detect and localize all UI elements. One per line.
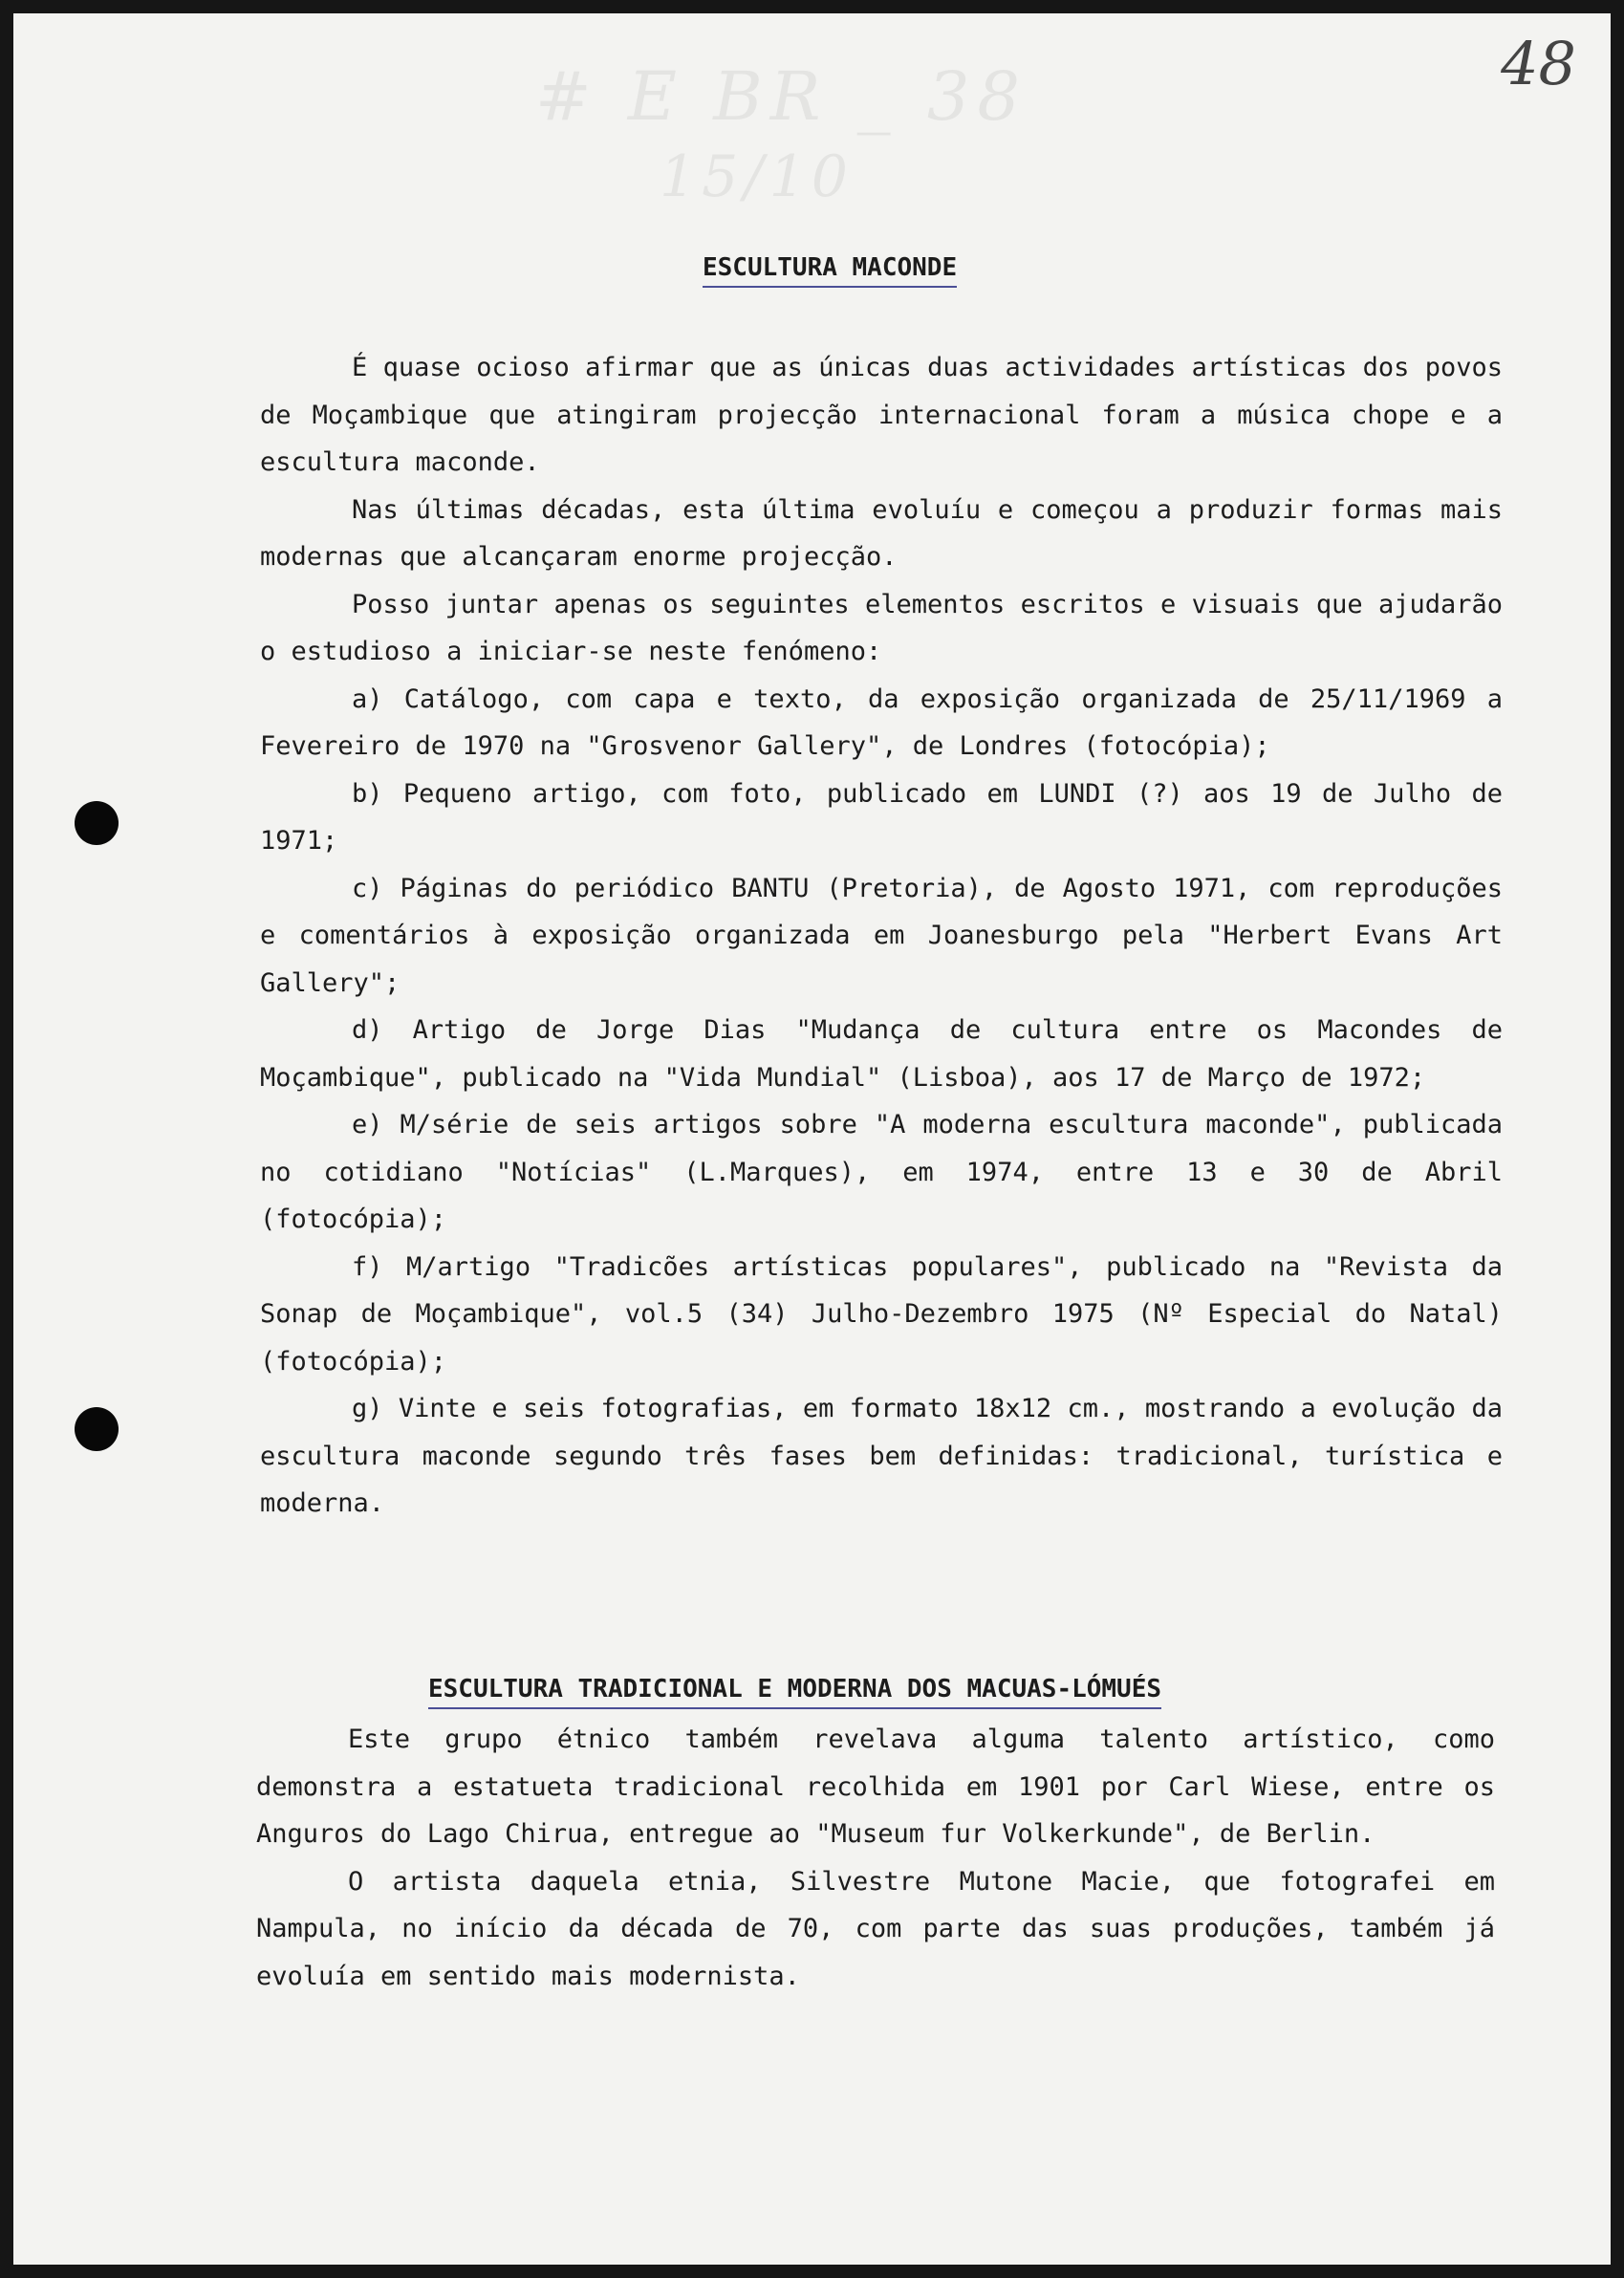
list-item: g) Vinte e seis fotografias, em formato 18x12 cm., mostrando a evolução da escultura maconde segundo três fases bem definidas: tradicional, turística e moderna. xyxy=(260,1394,1503,1518)
paragraph: O artista daquela etnia, Silvestre Mutone Macie, que fotografei em Nampula, no início da década de 70, com parte das suas produções, também já evoluía em sentido mais modernista. xyxy=(256,1866,1495,1991)
list-item: c) Páginas do periódico BANTU (Pretoria), de Agosto 1971, com reproduções e comentários à exposição organizada em Joanesburgo pela "Herbert Evans Art Gallery"; xyxy=(260,873,1503,998)
paragraph: Posso juntar apenas os seguintes elementos escritos e visuais que ajudarão o estudioso a iniciar-se neste fenómeno: xyxy=(260,589,1503,666)
punch-hole xyxy=(75,801,119,845)
archive-stamp: # E BR _ 38 xyxy=(535,57,1028,136)
list-item: f) M/artigo "Tradicões artísticas populares", publicado na "Revista da Sonap de Moçambique", vol.5 (34) Julho-Dezembro 1975 (Nº Especial do Natal) (fotocópia); xyxy=(260,1251,1503,1377)
list-item: e) M/série de seis artigos sobre "A moderna escultura maconde", publicada no cotidiano "Notícias" (L.Marques), em 1974, entre 13 e 30 de Abril (fotocópia); xyxy=(260,1110,1503,1234)
list-item: b) Pequeno artigo, com foto, publicado em LUNDI (?) aos 19 de Julho de 1971; xyxy=(260,778,1503,856)
paragraph: Este grupo étnico também revelava alguma talento artístico, como demonstra a estatueta tradicional recolhida em 1901 por Carl Wiese, entre os Anguros do Lago Chirua, entregue ao "Museum fur Volkerkunde", de Berlin. xyxy=(256,1725,1495,1849)
paragraph: É quase ocioso afirmar que as únicas duas actividades artísticas dos povos de Moçambique que atingiram projecção internacional foram a música chope e a escultura maconde. xyxy=(260,353,1503,477)
punch-hole xyxy=(75,1407,119,1451)
archive-stamp-date: 15/10 xyxy=(660,143,854,210)
list-item: a) Catálogo, com capa e texto, da exposição organizada de 25/11/1969 a Fevereiro de 1970 na "Grosvenor Gallery", de Londres (fotocópia); xyxy=(260,683,1503,761)
section-body-maconde xyxy=(260,344,1503,1528)
list-item: d) Artigo de Jorge Dias "Mudança de cultura entre os Macondes de Moçambique", publicado na "Vida Mundial" (Lisboa), aos 17 de Março de 1972; xyxy=(260,1015,1503,1093)
section-heading-macuas-lomues: ESCULTURA TRADICIONAL E MODERNA DOS MACUAS-LÓMUÉS xyxy=(428,1675,1161,1709)
paragraph: Nas últimas décadas, esta última evoluíu e começou a produzir formas mais modernas que alcançaram enorme projecção. xyxy=(260,494,1503,572)
section-body-macuas-lomues xyxy=(256,1716,1495,2000)
section-heading-maconde: ESCULTURA MACONDE xyxy=(703,253,957,288)
page-number: 48 xyxy=(1501,29,1576,98)
